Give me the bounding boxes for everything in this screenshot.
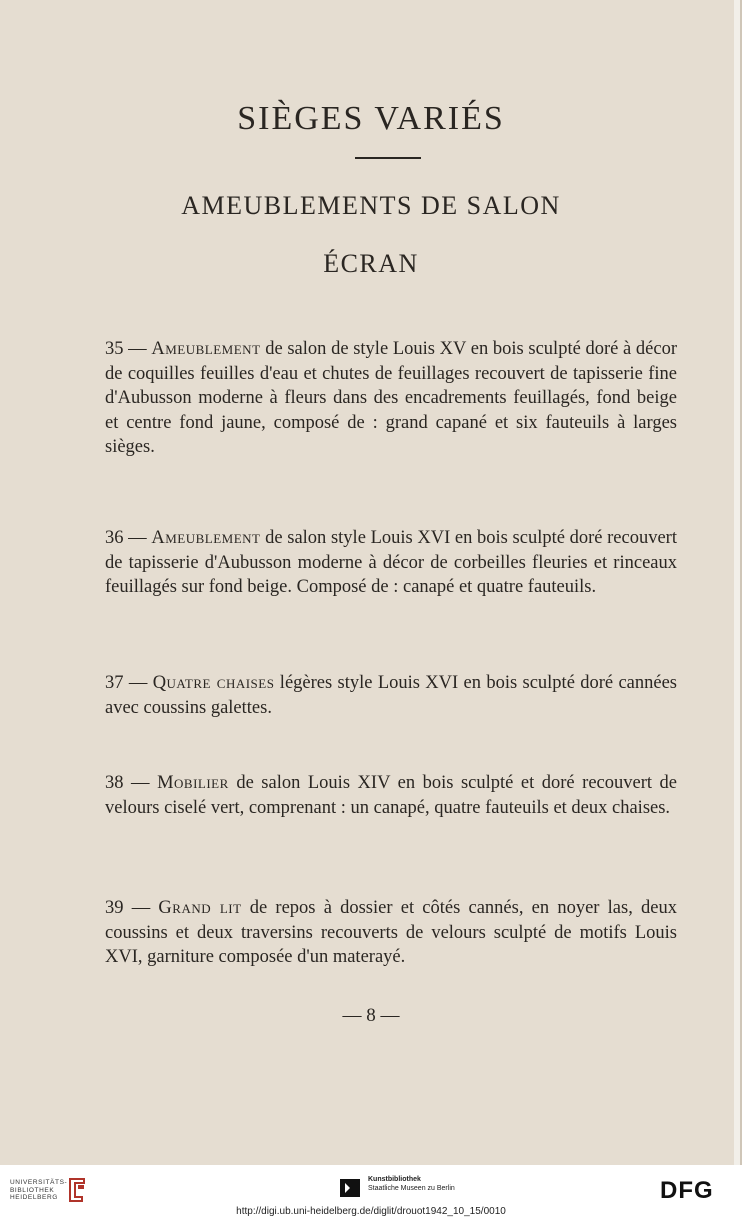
entry-number: 37 —	[105, 673, 153, 693]
catalog-entry-36	[105, 526, 677, 600]
catalog-entry-35	[105, 337, 677, 460]
entry-text: légères style Louis XVI en bois sculpté doré cannées avec coussins galettes.	[105, 673, 678, 718]
dfg-logo[interactable]: DFG	[660, 1177, 714, 1204]
entry-text: de repos à dossier et côtés cannés, en noyer las, deux coussins et deux traversins recouverts de velours sculpté de motifs Louis XVI, garniture composée d'un materayé.	[105, 898, 678, 967]
kb-line-1: Kunstbibliothek	[368, 1176, 421, 1183]
entry-number: 35 —	[105, 339, 152, 359]
entry-lead: Mobilier	[157, 773, 229, 793]
page-number: — 8 —	[342, 1005, 400, 1026]
logo-line-3: HEIDELBERG	[10, 1194, 58, 1201]
entry-text: de salon de style Louis XV en bois sculpté doré à décor de coquilles feuilles d'eau et chutes de feuillages recouvert de tapisserie fine d'Aubusson moderne à fleurs dans des encadrements feuillagés, fond beige et centre fond jaune, composé de : grand capané et six fauteuils à larges sièges.	[105, 339, 678, 457]
kunstbibliothek-logo-icon	[340, 1179, 360, 1197]
entry-lead: Quatre chaises	[152, 673, 275, 693]
entry-number: 38 —	[105, 773, 158, 793]
university-library-logo[interactable]	[10, 1179, 67, 1202]
entry-number: 36 —	[105, 528, 152, 548]
kb-line-2: Staatliche Museen zu Berlin	[368, 1185, 455, 1192]
page-title: SIÈGES VARIÉS	[237, 100, 505, 137]
catalog-entry-39	[105, 896, 677, 970]
entry-text: de salon Louis XIV en bois sculpté et doré recouvert de velours ciselé vert, comprenant : un canapé, quatre fauteuils et deux chaises.	[105, 773, 678, 818]
heidelberg-emblem-icon	[66, 1175, 88, 1205]
entry-lead: Ameublement	[151, 528, 261, 548]
entry-lead: Ameublement	[151, 339, 261, 359]
kunstbibliothek-label[interactable]	[368, 1175, 455, 1193]
logo-line-2: BIBLIOTHEK	[10, 1186, 55, 1194]
digitization-footer	[0, 1165, 742, 1219]
entry-number: 39 —	[105, 898, 159, 918]
entry-lead: Grand lit	[158, 898, 242, 918]
catalog-entry-37	[105, 671, 677, 720]
entry-text: de salon style Louis XVI en bois sculpté doré recouvert de tapisserie d'Aubusson moderne à décor de corbeilles fleuries et rinceaux feuillagés sur fond beige. Composé de : canapé et quatre fauteuils.	[105, 528, 677, 597]
permalink-url[interactable]: http://digi.ub.uni-heidelberg.de/diglit/drouot1942_10_15/0010	[236, 1206, 506, 1217]
section-subtitle: AMEUBLEMENTS DE SALON	[181, 191, 561, 220]
logo-line-1: UNIVERSITÄTS-	[10, 1179, 68, 1186]
section-subtitle-2: ÉCRAN	[323, 249, 419, 278]
title-divider	[355, 157, 421, 159]
catalog-entry-38	[105, 771, 677, 820]
